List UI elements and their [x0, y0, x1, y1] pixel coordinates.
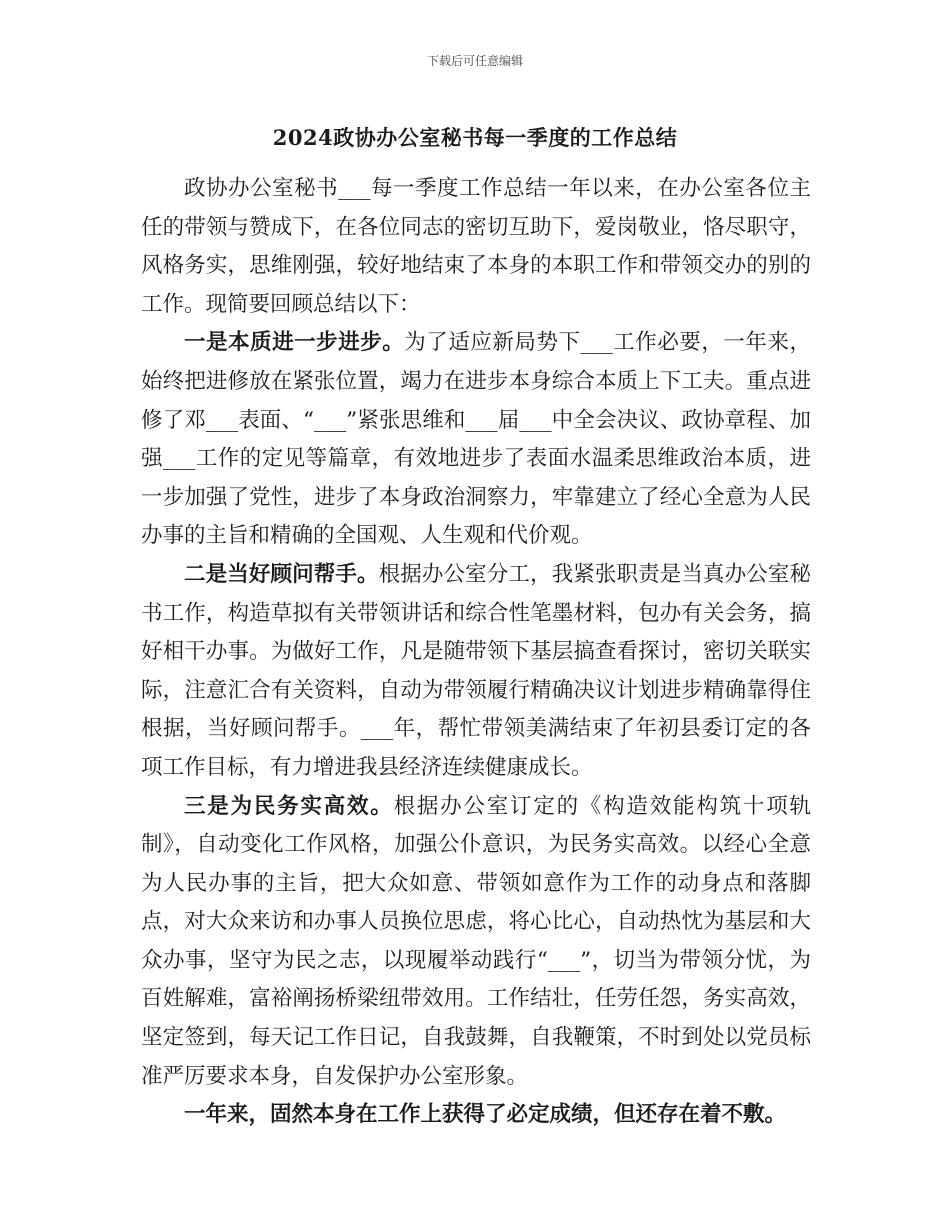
- paragraph-service: [141, 788, 811, 1097]
- paragraph-lead: 一是本质进一步进步。: [184, 330, 405, 356]
- paragraph-text: 根据办公室分工，我紧张职责是当真办公室秘书工作，构造草拟有关带领讲话和综合性笔墨材料，包办有关会务，搞好相干办事。为做好工作，凡是随带领下基层搞查看探讨，密切关联实际，注意汇合有关资料，自动为带领履行精确决议计划进步精确靠得住根据，当好顾问帮手。___年，帮忙带领美满结束了年初县委订定的各项工作目标，有力增进我县经济连续健康成长。: [141, 561, 811, 780]
- paragraph-lead: 三是为民务实高效。: [184, 793, 394, 819]
- paragraph-lead: 二是当好顾问帮手。: [184, 561, 379, 587]
- document-title: 2024政协办公室秘书每一季度的工作总结: [272, 125, 678, 150]
- paragraph-advisor: [141, 556, 811, 788]
- paragraph-text: 根据办公室订定的《构造效能构筑十项轨制》，自动变化工作风格，加强公仆意识，为民务实高效。以经心全意为人民办事的主旨，把大众如意、带领如意作为工作的动身点和落脚点，对大众来访和办事人员换位思虑，将心比心，自动热忱为基层和大众办事，坚守为民之志，以现履举动践行“___”，切当为带领分忧，为百姓解难，富裕阐扬桥梁纽带效用。工作结壮，任劳任怨，务实高效，坚定签到，每天记工作日记，自我鼓舞，自我鞭策，不时到处以党员标准严厉要求本身，自发保护办公室形象。: [141, 793, 811, 1089]
- paragraph-lead: 一年来，固然本身在工作上获得了必定成绩，但还存在着不敷。: [184, 1102, 787, 1128]
- document-body: [141, 170, 811, 1135]
- paragraph-text: 政协办公室秘书___每一季度工作总结一年以来，在办公室各位主任的带领与赞成下，在各位同志的密切互助下，爱岗敬业，恪尽职守，风格务实，思维刚强，较好地结束了本身的本职工作和带领交办的别的工作。现简要回顾总结以下：: [141, 176, 811, 317]
- paragraph-quality: [141, 324, 811, 556]
- paragraph-intro: [141, 170, 811, 324]
- paragraph-text: 为了适应新局势下___工作必要，一年来，始终把进修放在紧张位置，竭力在进步本身综合本质上下工夫。重点进修了邓___表面、“___”紧张思维和___届___中全会决议、政协章程、加强___工作的定见等篇章，有效地进步了表面水温柔思维政治本质，进一步加强了党性，进步了本身政治洞察力，牢靠建立了经心全意为人民办事的主旨和精确的全国观、人生观和代价观。: [141, 330, 811, 549]
- page-header: 下载后可任意编辑: [426, 54, 523, 68]
- paragraph-conclusion: [141, 1096, 811, 1135]
